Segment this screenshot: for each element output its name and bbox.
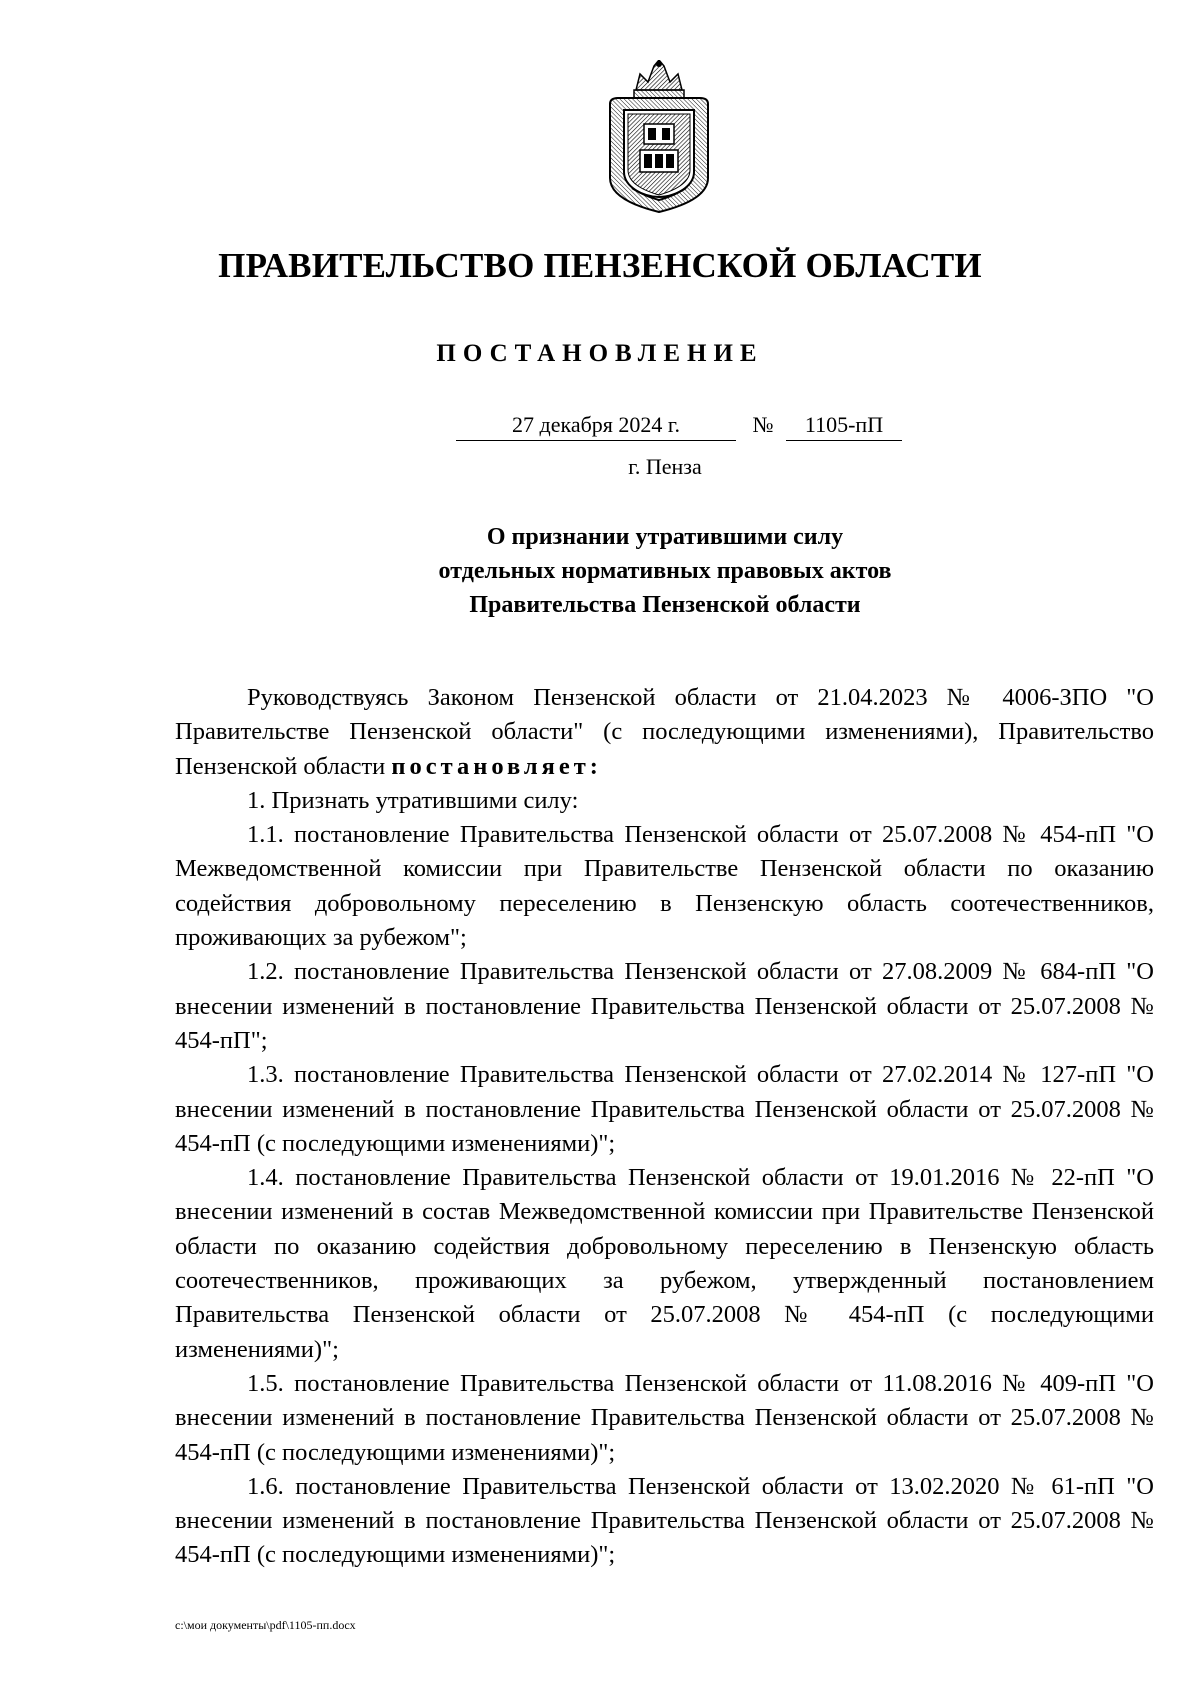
document-heading — [300, 520, 1030, 622]
item-1-1: 1.1. постановление Правительства Пензенской области от 25.07.2008 № 454-пП "О Межведомственной комиссии при Правительстве Пензенской области по оказанию содействия добровольному переселению в Пензенскую область соотечественников, проживающих за рубежом"; — [175, 821, 1154, 952]
organization-title: ПРАВИТЕЛЬСТВО ПЕНЗЕНСКОЙ ОБЛАСТИ — [218, 246, 982, 285]
preamble-paragraph — [175, 681, 1154, 784]
document-body — [175, 681, 1154, 1573]
document-date: 27 декабря 2024 г. — [456, 410, 736, 441]
item-1-2: 1.2. постановление Правительства Пензенской области от 27.08.2009 № 684-пП "О внесении изменений в постановление Правительства Пензенской области от 25.07.2008 № 454-пП"; — [175, 958, 1154, 1054]
document-number: 1105-пП — [786, 410, 902, 441]
preamble-text: Руководствуясь Законом Пензенской области от 21.04.2023 № 4006-ЗПО "О Правительстве Пензенской области" (с последующими изменениями), Правительство Пензенской области — [175, 684, 1154, 780]
heading-line-2: отдельных нормативных правовых актов — [438, 558, 892, 584]
item-1: 1. Признать утратившими силу: — [247, 786, 579, 814]
item-1-5: 1.5. постановление Правительства Пензенской области от 11.08.2016 № 409-пП "О внесении изменений в постановление Правительства Пензенской области от 25.07.2008 № 454-пП (с последующими изменениями)"; — [175, 1369, 1154, 1466]
item-1-3: 1.3. постановление Правительства Пензенской области от 27.02.2014 № 127-пП "О внесении изменений в постановление Правительства Пензенской области от 25.07.2008 № 454-пП (с последующими изменениями)"; — [175, 1061, 1154, 1157]
number-sign: № — [752, 412, 774, 437]
document-type: ПОСТАНОВЛЕНИЕ — [436, 340, 764, 367]
heading-line-1: О признании утратившими силу — [486, 524, 844, 550]
item-1-6: 1.6. постановление Правительства Пензенской области от 13.02.2020 № 61-пП "О внесении изменений в постановление Правительства Пензенской области от 25.07.2008 № 454-пП (с последующими изменениями)"; — [175, 1472, 1154, 1569]
item-1-4: 1.4. постановление Правительства Пензенской области от 19.01.2016 № 22-пП "О внесении изменений в состав Межведомственной комиссии при Правительстве Пензенской области по оказанию содействия добровольному переселению в Пензенскую область соотечественников, проживающих за рубежом, утвержденный постановлением Правительства Пензенской области от 25.07.2008 № 454-пП (с последующими изменениями)"; — [175, 1164, 1154, 1363]
footer-file-path: c:\мои документы\pdf\1105-пп.docx — [175, 1618, 356, 1632]
city: г. Пенза — [628, 454, 702, 479]
heading-line-3: Правительства Пензенской области — [469, 592, 861, 618]
decree-word: постановляет: — [391, 752, 602, 780]
penza-oblast-coat-of-arms-icon — [606, 60, 712, 214]
